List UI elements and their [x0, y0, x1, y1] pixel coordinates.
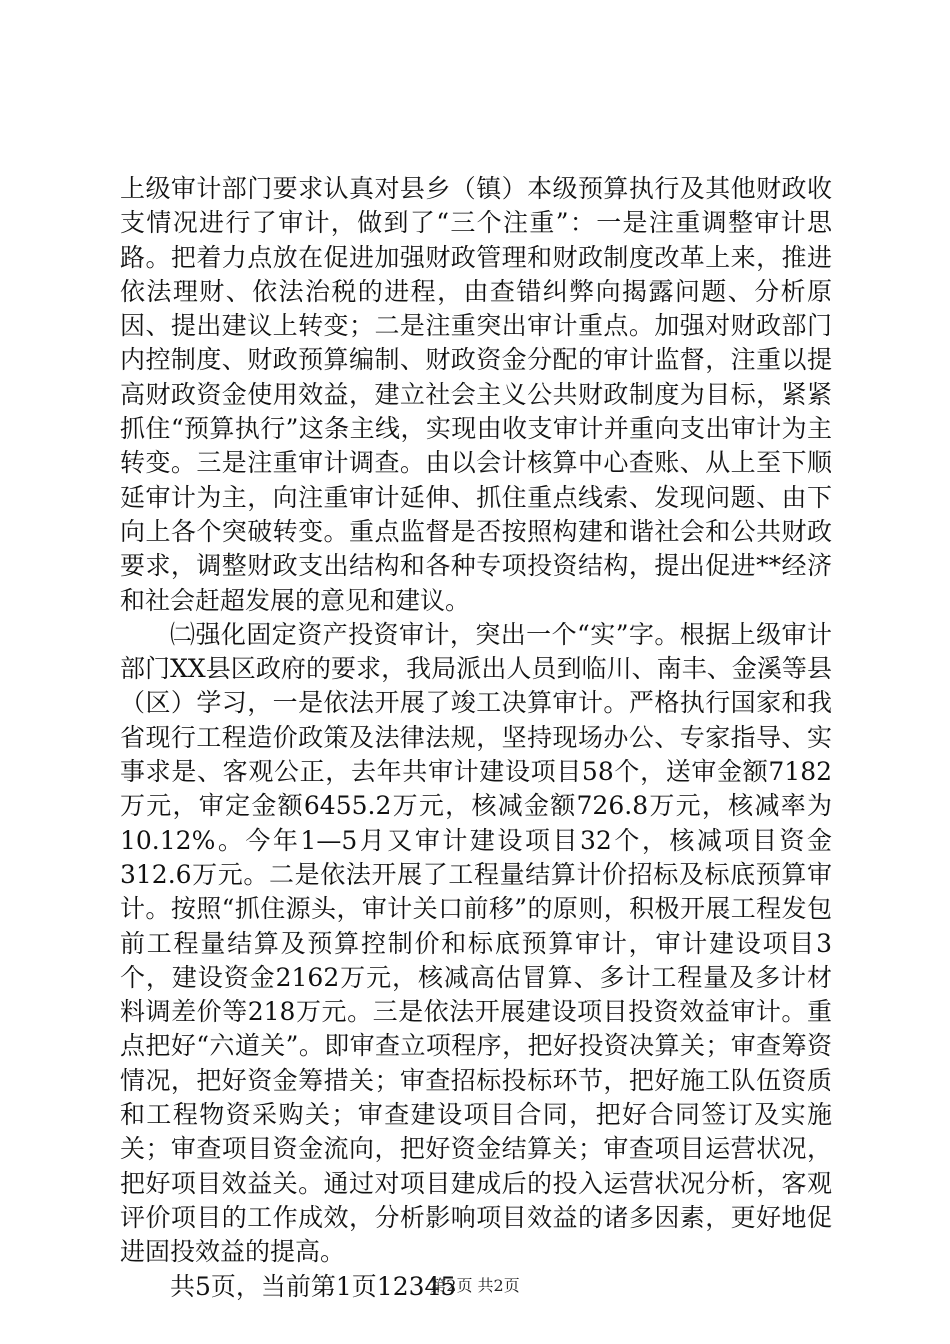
- inline-page-indicator: 共5页，当前第1页12345: [170, 1271, 457, 1301]
- page-footer: 第2页 共2页: [430, 1276, 520, 1295]
- paragraph-audit-budget: 上级审计部门要求认真对县乡（镇）本级预算执行及其他财政收支情况进行了审计，做到了“三个注重”：一是注重调整审计思路。把着力点放在促进加强财政管理和财政制度改革上来，推进依法理财、依法治税的进程，由查错纠弊向揭露问题、分析原因、提出建议上转变；二是注重突出审计重点。加强对财政部门内控制度、财政预算编制、财政资金分配的审计监督，注重以提高财政资金使用效益，建立社会主义公共财政制度为目标，紧紧抓住“预算执行”这条主线，实现由收支审计并重向支出审计为主转变。三是注重审计调查。由以会计核算中心查账、从上至下顺延审计为主，向注重审计延伸、抓住重点线索、发现问题、由下向上各个突破转变。重点监督是否按照构建和谐社会和公共财政要求，调整财政支出结构和各种专项投资结构，提出促进**经济和社会赶超发展的意见和建议。: [120, 174, 832, 615]
- body-text: [120, 172, 832, 1304]
- paragraph-fixed-asset-audit: ㈡强化固定资产投资审计，突出一个“实”字。根据上级审计部门XX县区政府的要求，我局派出人员到临川、南丰、金溪等县（区）学习，一是依法开展了竣工决算审计。严格执行国家和我省现行工程造价政策及法律法规，坚持现场办公、专家指导、实事求是、客观公正，去年共审计建设项目58个，送审金额7182万元，审定金额6455.2万元，核减金额726.8万元，核减率为10.12%。今年1—5月又审计建设项目32个，核减项目资金312.6万元。二是依法开展了工程量结算计价招标及标底预算审计。按照“抓住源头，审计关口前移”的原则，积极开展工程发包前工程量结算及预算控制价和标底预算审计，审计建设项目3个，建设资金2162万元，核减高估冒算、多计工程量及多计材料调差价等218万元。三是依法开展建设项目投资效益审计。重点把好“六道关”。即审查立项程序，把好投资决算关；审查筹资情况，把好资金筹措关；审查招标投标环节，把好施工队伍资质和工程物资采购关；审查建设项目合同，把好合同签订及实施关；审查项目资金流向，把好资金结算关；审查项目运营状况，把好项目效益关。通过对项目建成后的投入运营状况分析，客观评价项目的工作成效，分析影响项目效益的诸多因素，更好地促进固投效益的提高。: [120, 619, 832, 1267]
